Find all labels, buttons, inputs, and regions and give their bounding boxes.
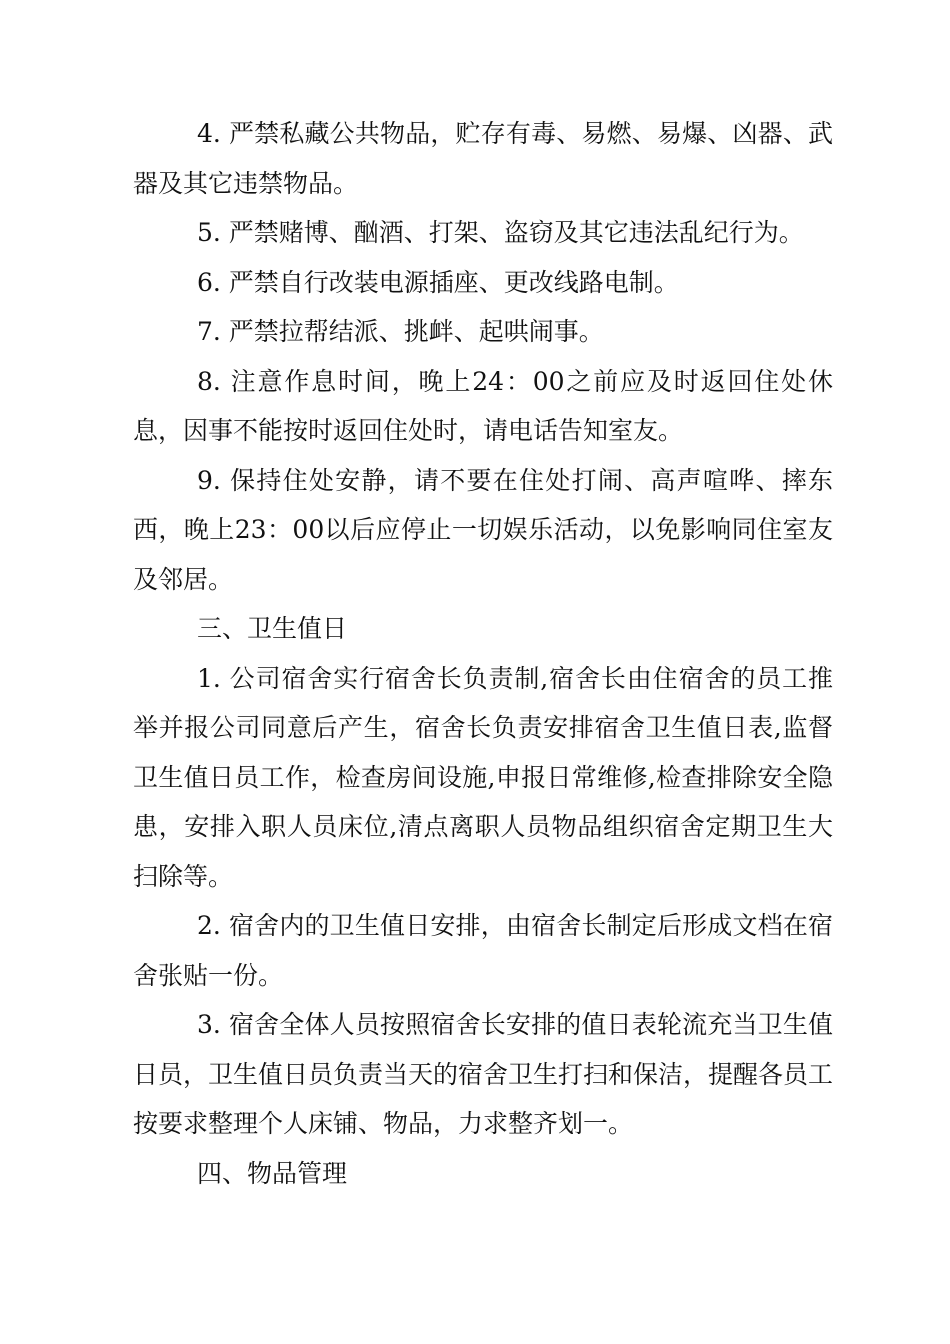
paragraph-rule-9: 9. 保持住处安静，请不要在住处打闹、高声喧哗、摔东西，晚上23：00以后应停止一切娱乐活动，以免影响同住室友及邻居。 xyxy=(133,465,833,594)
paragraph-rule-6: 6. 严禁自行改装电源插座、更改线路电制。 xyxy=(197,267,679,297)
paragraph-hygiene-3: 3. 宿舍全体人员按照宿舍长安排的值日表轮流充当卫生值日员，卫生值日员负责当天的宿舍卫生打扫和保洁，提醒各员工按要求整理个人床铺、物品，力求整齐划一。 xyxy=(133,1010,834,1138)
paragraph-rule-8: 8. 注意作息时间，晚上24：00之前应及时返回住处休息，因事不能按时返回住处时，请电话告知室友。 xyxy=(133,366,833,445)
paragraph-rule-5: 5. 严禁赌博、酗酒、打架、盗窃及其它违法乱纪行为。 xyxy=(197,218,804,247)
paragraph-hygiene-1: 1. 公司宿舍实行宿舍长负责制,宿舍长由住宿舍的员工推举并报公司同意后产生，宿舍长负责安排宿舍卫生值日表,监督卫生值日员工作，检查房间设施,申报日常维修,检查排除安全隐患，安排入职人员床位,清点离职人员物品组织宿舍定期卫生大扫除等。 xyxy=(133,663,833,891)
paragraph-rule-7: 7. 严禁拉帮结派、挑衅、起哄闹事。 xyxy=(197,317,604,346)
document-body xyxy=(133,109,833,1198)
paragraph-rule-4: 4. 严禁私藏公共物品，贮存有毒、易燃、易爆、凶器、武器及其它违禁物品。 xyxy=(133,119,833,198)
paragraph-hygiene-2: 2. 宿舍内的卫生值日安排，由宿舍长制定后形成文档在宿舍张贴一份。 xyxy=(133,911,833,990)
section-heading-items: 四、物品管理 xyxy=(197,1158,348,1188)
section-heading-hygiene: 三、卫生值日 xyxy=(197,614,348,643)
